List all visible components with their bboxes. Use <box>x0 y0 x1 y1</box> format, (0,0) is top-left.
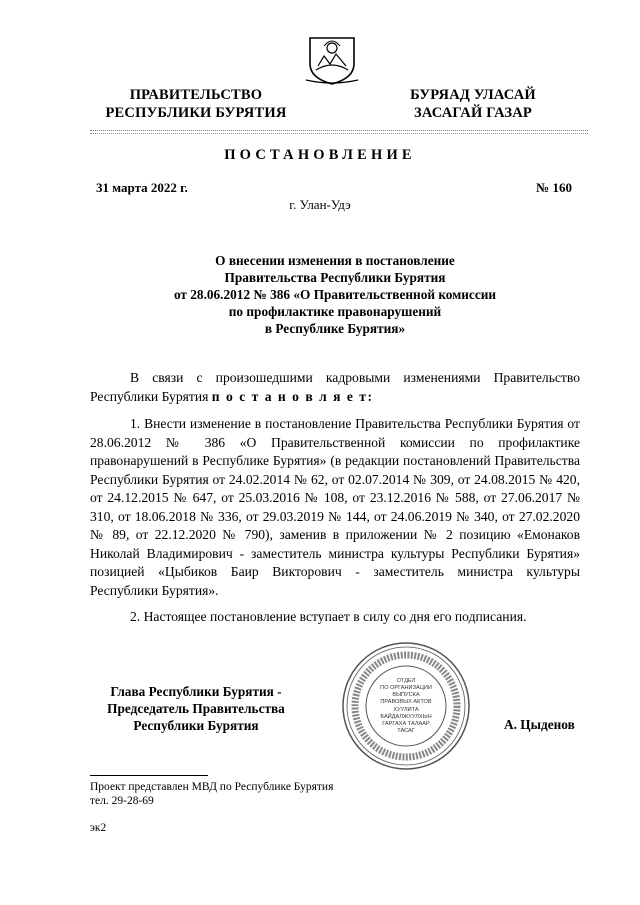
document-date: 31 марта 2022 г. <box>96 180 188 195</box>
header-government-bua <box>408 86 538 122</box>
seal-line: ТАСАГ <box>397 728 415 734</box>
document-mark: эк2 <box>90 822 107 834</box>
seal-line: ХУУЛИТА <box>393 707 419 713</box>
header-left-line2: РЕСПУБЛИКИ БУРЯТИЯ <box>105 105 287 121</box>
signatory-title <box>76 683 316 734</box>
paragraph-item-1: 1. Внести изменение в постановление Правительства Республики Бурятия от 28.06.2012 № 386 «О Правительственной комиссии по профилактике правонарушений в Республике Бурятия» (в редакции постановлений Правительства Республики Бурятия от 24.02.2014 № 62, от 02.07.2014 № 309, от 24.08.2015 № 420, от 24.12.2015 № 647, от 25.03.2016 № 108, от 23.12.2016 № 588, от 27.06.2017 № 310, от 18.06.2018 № 336, от 29.03.2019 № 144, от 24.06.2019 № 340, от 27.02.2020 № 89, от 22.12.2020 № 790), заменив в приложении № 2 позицию «Емонаков Николай Владимирович - заместитель министра культуры Республики Бурятия» позицией «Цыбиков Баир Викторович - заместитель министра культуры Республики Бурятия». <box>90 416 580 598</box>
document-city: г. Улан-Удэ <box>289 197 351 212</box>
title-line: от 28.06.2012 № 386 «О Правительственной комиссии <box>173 287 497 302</box>
seal-line: ВЫПУСКА <box>392 692 420 698</box>
header-government-ru <box>96 86 296 122</box>
paragraph-item-2: 2. Настоящее постановление вступает в силу со дня его подписания. <box>130 609 527 624</box>
seal-line: ПРАВОВЫХ АКТОВ <box>380 699 432 705</box>
seal-line: БАЙДАЛЖУУЛХЫН <box>380 714 432 720</box>
title-line: О внесении изменения в постановление <box>215 253 455 268</box>
seal-line: ПО ОРГАНИЗАЦИИ <box>380 685 432 691</box>
signatory-name: А. Цыденов <box>504 717 575 732</box>
seal-line: ГАРГАХА ТАЛААР <box>382 721 430 727</box>
document-number: № 160 <box>536 180 572 195</box>
document-title <box>90 252 580 337</box>
paragraph-preamble <box>90 369 580 406</box>
footnote-line2: тел. 29-28-69 <box>90 795 154 807</box>
header-right-line2: ЗАСАГАЙ ГАЗАР <box>414 105 532 121</box>
document-type: ПОСТАНОВЛЕНИЕ <box>224 147 416 163</box>
decree-keyword: п о с т а н о в л я е т: <box>211 388 374 404</box>
title-line: Правительства Республики Бурятия <box>224 270 446 285</box>
header-left-line1: ПРАВИТЕЛЬСТВО <box>129 87 263 103</box>
header-divider <box>90 130 588 131</box>
footnote <box>90 780 333 808</box>
seal-line: ОТДЕЛ <box>396 678 416 684</box>
preamble-text: В связи с произошедшими кадровыми изменениями Правительство Республики Бурятия <box>90 370 580 404</box>
header-divider-secondary <box>90 133 588 134</box>
signatory-title-line: Республики Бурятия <box>133 718 259 733</box>
header-right-line1: БУРЯАД УЛАСАЙ <box>410 87 536 103</box>
footnote-line1: Проект представлен МВД по Республике Бурятия <box>90 781 334 793</box>
coat-of-arms-icon <box>302 30 362 86</box>
signatory-title-line: Глава Республики Бурятия - <box>110 684 282 699</box>
title-line: в Республике Бурятия» <box>264 321 406 336</box>
footnote-separator <box>90 775 208 776</box>
title-line: по профилактике правонарушений <box>228 304 442 319</box>
signatory-title-line: Председатель Правительства <box>107 701 285 716</box>
official-seal <box>340 640 472 772</box>
